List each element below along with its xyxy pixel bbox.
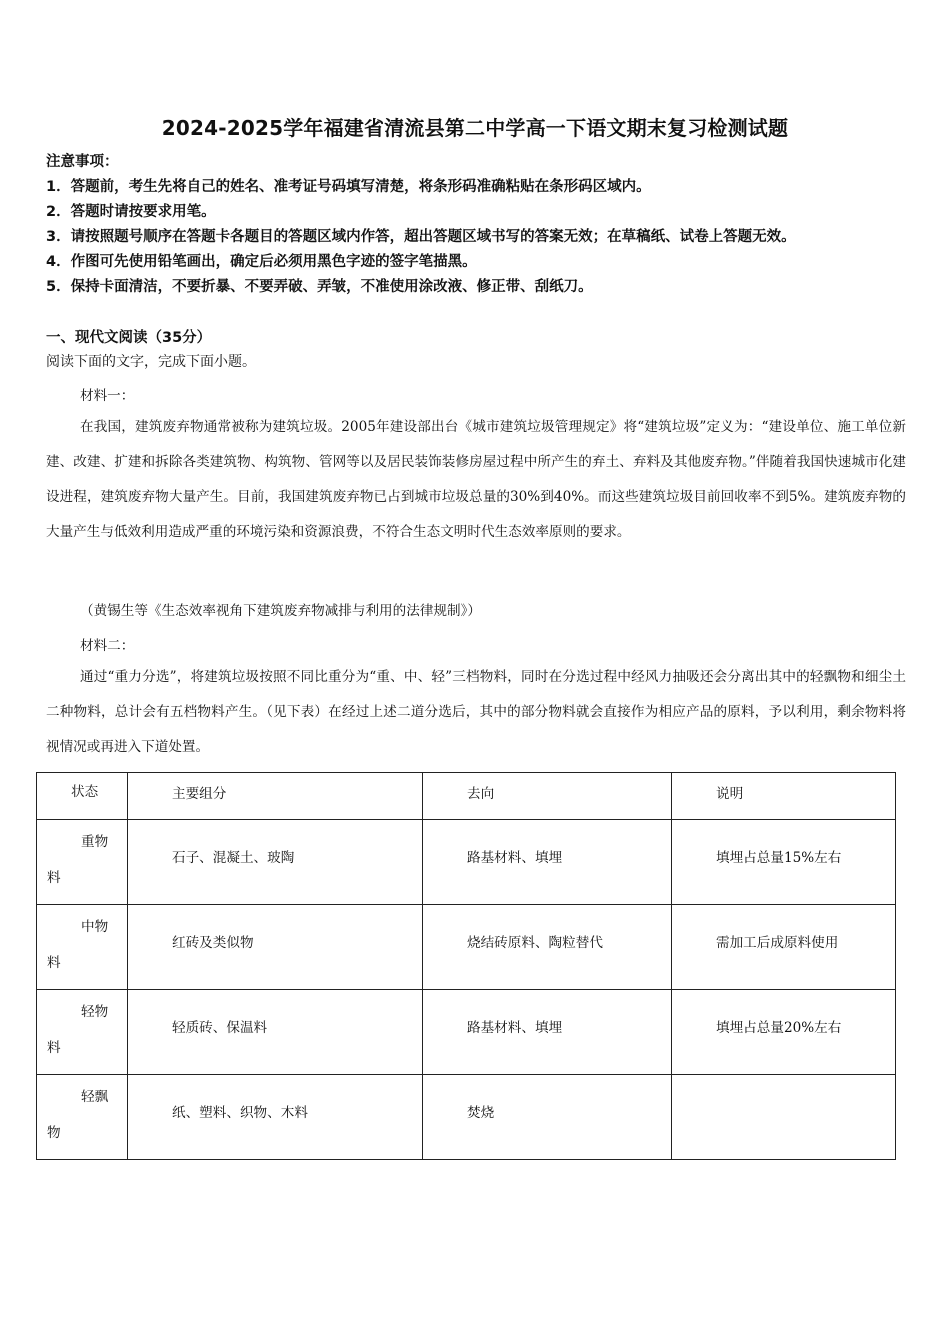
notice-list xyxy=(46,175,926,300)
material-one-source: （黄锡生等《生态效率视角下建筑废弃物减排与利用的法律规制》） xyxy=(80,603,482,619)
table-header-cell: 去向 xyxy=(423,773,672,820)
material-one-body xyxy=(46,410,906,550)
table-cell-note: 需加工后成原料使用 xyxy=(672,905,896,990)
notice-item: 4．作图可先使用铅笔画出，确定后必须用黑色字迹的签字笔描黑。 xyxy=(46,254,477,270)
table-cell-note: 填埋占总量15%左右 xyxy=(672,820,896,905)
material-one-paragraph: 在我国，建筑废弃物通常被称为建筑垃圾。2005年建设部出台《城市建筑垃圾管理规定》将“建筑垃圾”定义为：“建设单位、施工单位新建、改建、扩建和拆除各类建筑物、构筑物、管网等以及居民装饰装修房屋过程中所产生的弃土、弃料及其他废弃物。”伴随着我国快速城市化建设进程，建筑废弃物大量产生。目前，我国建筑废弃物已占到城市垃圾总量的30%到40%。而这些建筑垃圾目前回收率不到5%。建筑废弃物的大量产生与低效利用造成严重的环境污染和资源浪费，不符合生态文明时代生态效率原则的要求。 xyxy=(46,419,906,540)
table-cell-destination: 路基材料、填埋 xyxy=(423,820,672,905)
table-cell-state: 轻飘 物 xyxy=(37,1075,128,1160)
table-cell-destination: 路基材料、填埋 xyxy=(423,990,672,1075)
notice-heading: 注意事项： xyxy=(46,154,119,170)
sorting-table xyxy=(36,772,896,1160)
table-row xyxy=(37,990,896,1075)
table-row xyxy=(37,1075,896,1160)
table-cell-state: 轻物 料 xyxy=(37,990,128,1075)
table-header-cell: 状态 xyxy=(37,773,128,820)
table-header-cell: 主要组分 xyxy=(128,773,423,820)
notice-item: 2．答题时请按要求用笔。 xyxy=(46,204,216,220)
table-header-row xyxy=(37,773,896,820)
notice-item: 1．答题前，考生先将自己的姓名、准考证号码填写清楚，将条形码准确粘贴在条形码区域内。 xyxy=(46,179,651,195)
table-cell-components: 纸、塑料、织物、木料 xyxy=(128,1075,423,1160)
material-one-label: 材料一： xyxy=(80,388,135,404)
material-two-paragraph: 通过“重力分选”，将建筑垃圾按照不同比重分为“重、中、轻”三档物料，同时在分选过程中经风力抽吸还会分离出其中的轻飘物和细尘土二种物料，总计会有五档物料产生。（见下表）在经过上述二道分选后，其中的部分物料就会直接作为相应产品的原料，予以利用，剩余物料将视情况或再进入下道处置。 xyxy=(46,669,906,755)
notice-item: 5．保持卡面清洁，不要折暴、不要弄破、弄皱，不准使用涂改液、修正带、刮纸刀。 xyxy=(46,279,593,295)
table-cell-state: 中物 料 xyxy=(37,905,128,990)
table-row xyxy=(37,820,896,905)
table-cell-components: 红砖及类似物 xyxy=(128,905,423,990)
material-two-label: 材料二： xyxy=(80,638,135,654)
notice-item: 3．请按照题号顺序在答题卡各题目的答题区域内作答，超出答题区域书写的答案无效；在草稿纸、试卷上答题无效。 xyxy=(46,229,796,245)
table-header-cell: 说明 xyxy=(672,773,896,820)
table-cell-note: 填埋占总量20%左右 xyxy=(672,990,896,1075)
material-two-body xyxy=(46,660,906,765)
table-cell-destination: 烧结砖原料、陶粒替代 xyxy=(423,905,672,990)
reading-instruction: 阅读下面的文字，完成下面小题。 xyxy=(46,354,256,370)
table-cell-components: 轻质砖、保温料 xyxy=(128,990,423,1075)
table-cell-destination: 焚烧 xyxy=(423,1075,672,1160)
table-cell-note xyxy=(672,1075,896,1160)
table-row xyxy=(37,905,896,990)
section-heading: 一、现代文阅读（35分） xyxy=(46,330,212,346)
table-cell-components: 石子、混凝土、玻陶 xyxy=(128,820,423,905)
page-title: 2024-2025学年福建省清流县第二中学高一下语文期末复习检测试题 xyxy=(161,116,789,140)
table-cell-state: 重物 料 xyxy=(37,820,128,905)
